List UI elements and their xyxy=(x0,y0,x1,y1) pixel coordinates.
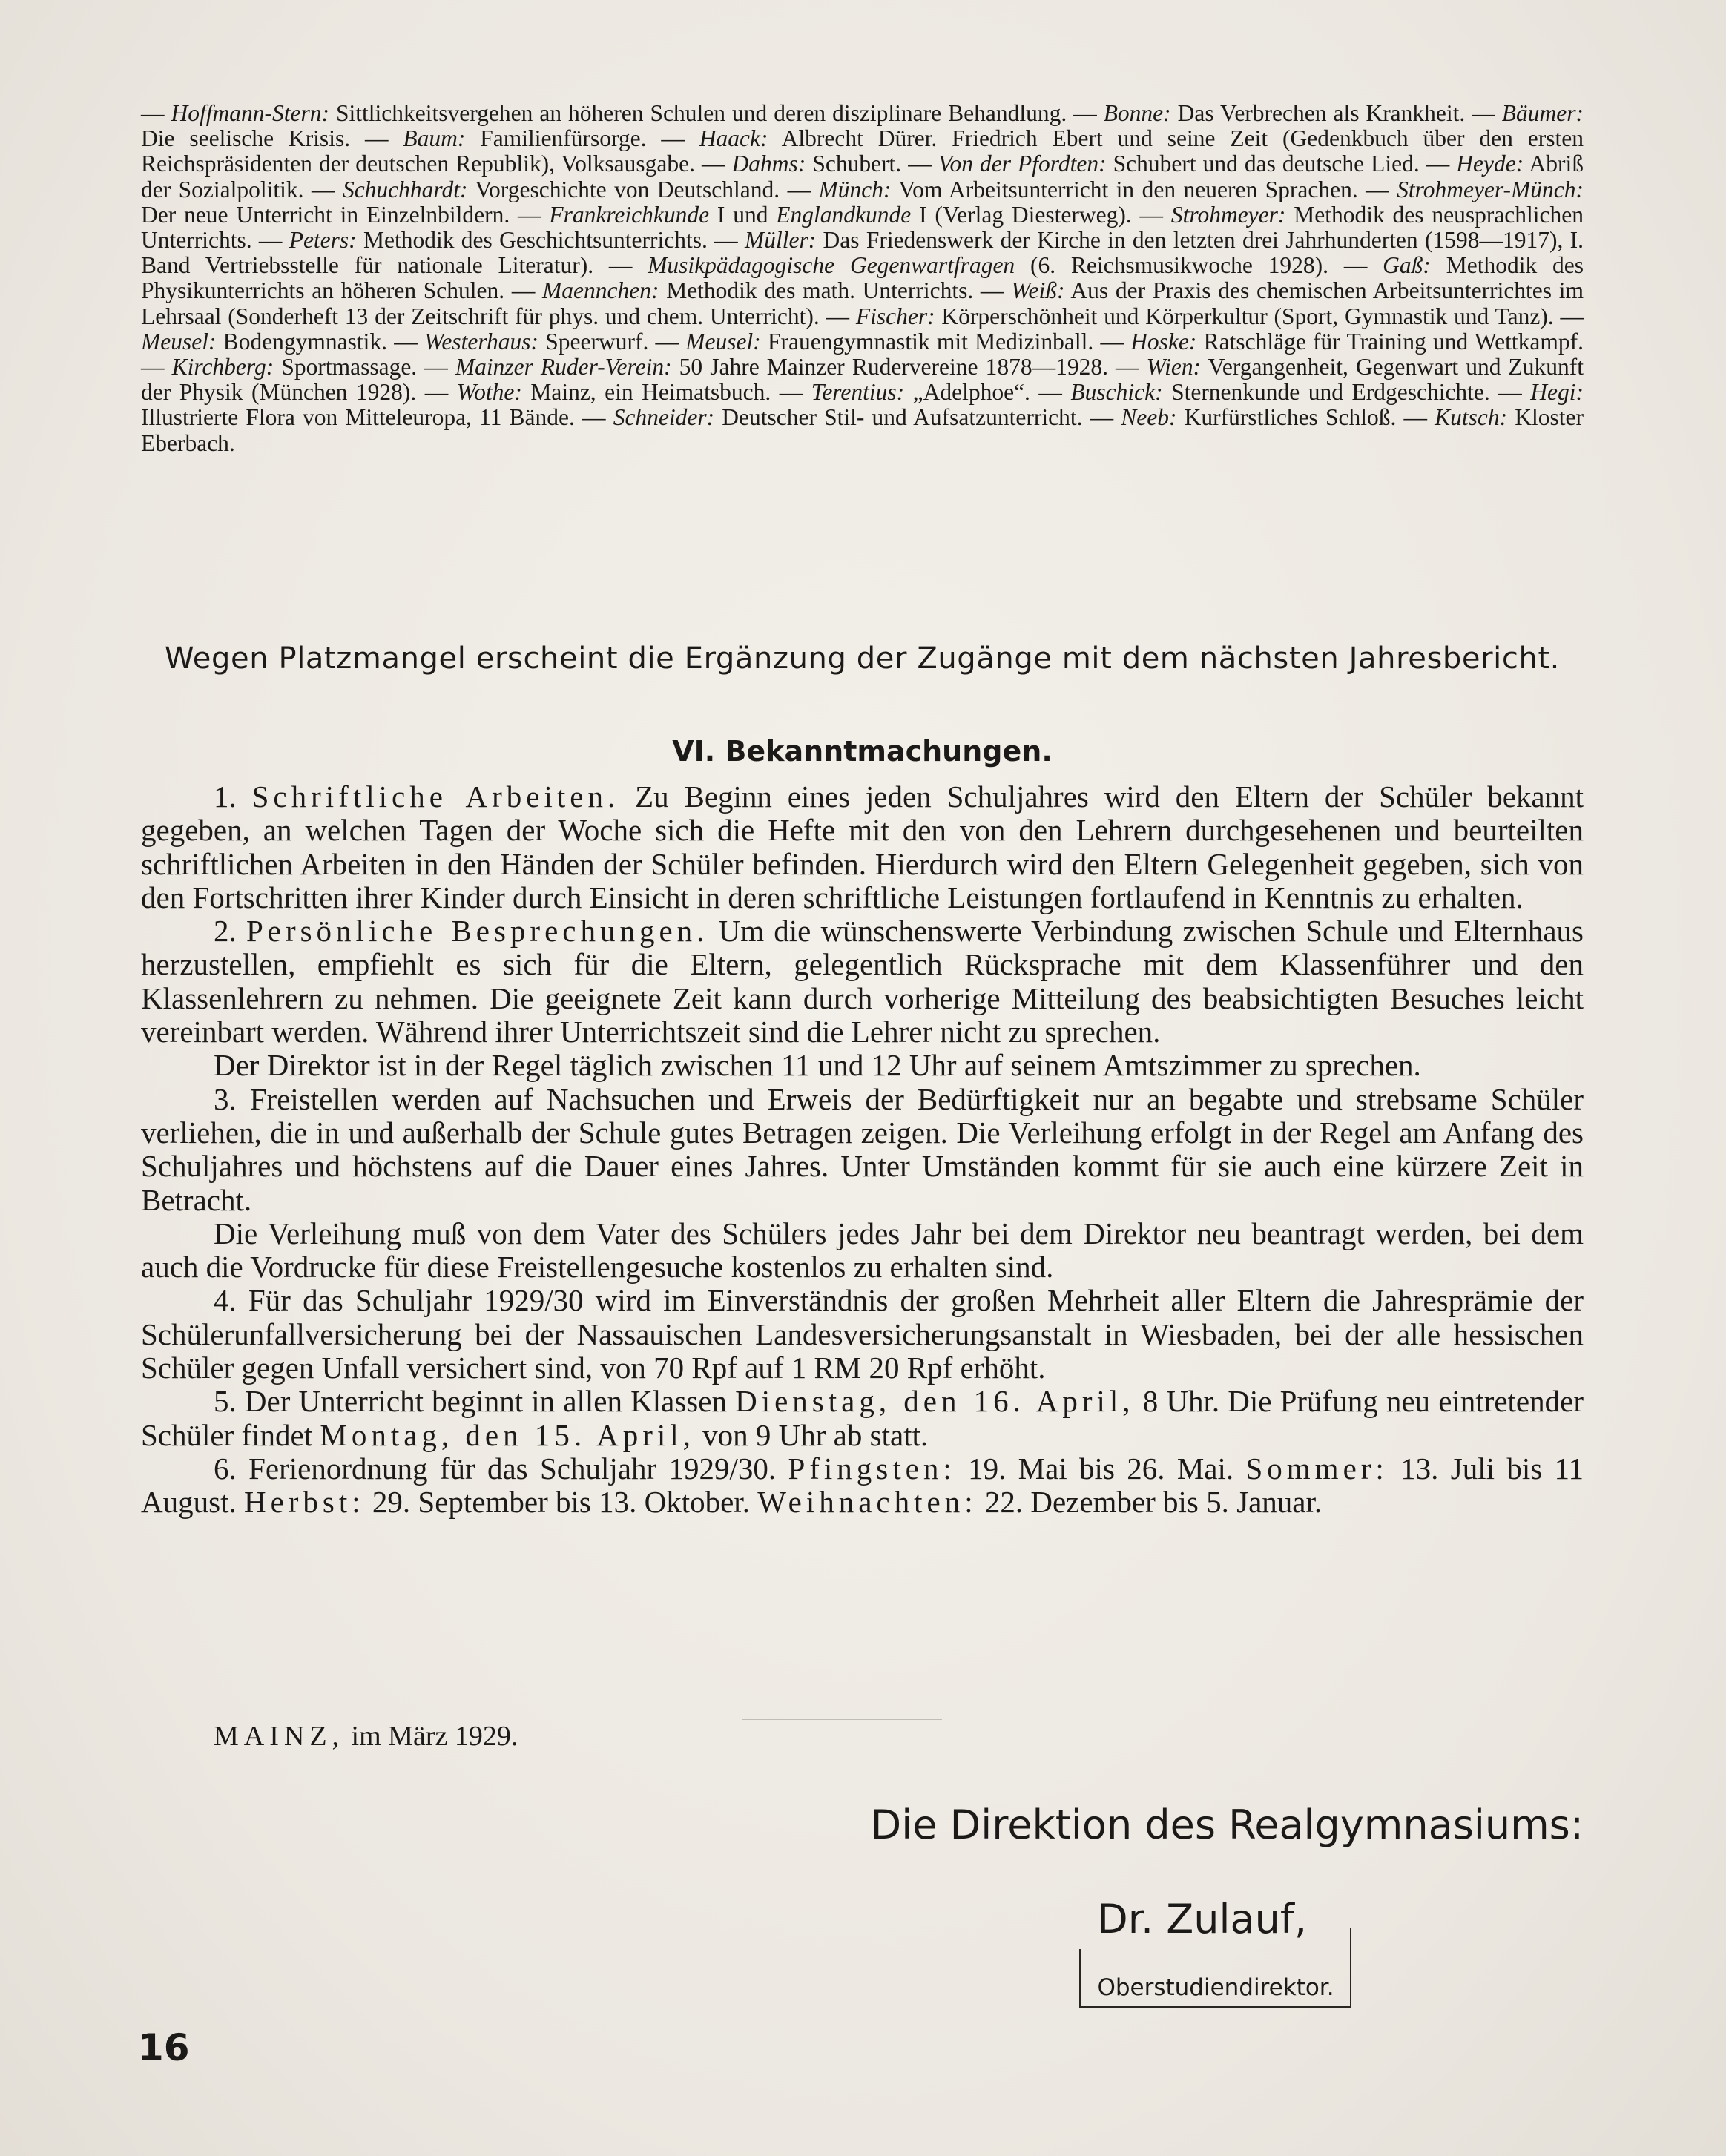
signature-role: Oberstudiendirektor. xyxy=(1097,1974,1334,2001)
author-name: Westerhaus: xyxy=(424,328,539,355)
book-list-paragraph: — Hoffmann-Stern: Sittlichkeitsvergehen an höheren Schulen und deren disziplinare Behandlung. — Bonne: Das Verbrechen als Krankheit. — Bäumer: Die seelische Krisis. — Baum: Familienfürsorge. — Haack: Albrecht Dürer. Friedrich Ebert und seine Zeit (Gedenkbuch über den ersten Reichspräsidenten der deutschen Republik), Volksausgabe. — Dahms: Schubert. — Von der Pfordten: Schubert und das deutsche Lied. — Heyde: Abriß der Sozialpolitik. — Schuchhardt: Vorgeschichte von Deutschland. — Münch: Vom Arbeitsunterricht in den neueren Sprachen. — Strohmeyer-Münch: Der neue Unterricht in Einzelnbildern. — Frankreichkunde I und Englandkunde I (Verlag Diesterweg). — Strohmeyer: Methodik des neusprachlichen Unterrichts. — Peters: Methodik des Geschichtsunterrichts. — Müller: Das Friedenswerk der Kirche in den letzten drei Jahrhunderten (1598—1917), I. Band Vertriebsstelle für nationale Literatur). — Musikpädagogische Gegenwartfragen (6. Reichsmusikwoche 1928). — Gaß: Methodik des Physikunterrichts an höheren Schulen. — Maennchen: Methodik des math. Unterrichts. — Weiß: Aus der Praxis des chemischen Arbeitsunterrichtes im Lehrsaal (Sonderheft 13 der Zeitschrift für phys. und chem. Unterricht). — Fischer: Körperschönheit und Körperkultur (Sport, Gymnastik und Tanz). — Meusel: Bodengymnastik. — Westerhaus: Speerwurf. — Meusel: Frauengymnastik mit Medizinball. — Hoske: Ratschläge für Training und Wettkampf. — Kirchberg: Sportmassage. — Mainzer Ruder-Verein: 50 Jahre Mainzer Rudervereine 1878—1928. — Wien: Vergangenheit, Gegenwart und Zukunft der Physik (München 1928). — Wothe: Mainz, ein Heimatsbuch. — Terentius: „Adelphoe“. — Buschick: Sternenkunde und Erdgeschichte. — Hegi: Illustrierte Flora von Mitteleuropa, 11 Bände. — Schneider: Deutscher Stil- und Aufsatzunterricht. — Neeb: Kurfürstliches Schloß. — Kutsch: Kloster Eberbach. xyxy=(141,100,1584,456)
signature-box-left-rule xyxy=(1079,1949,1081,2006)
announcement-5: 5. Der Unterricht beginnt in allen Klassen Dienstag, den 16. April, 8 Uhr. Die Prüfung neu eintretender Schüler findet Montag, den 15. April, von 9 Uhr ab statt. xyxy=(141,1384,1584,1452)
announcements-body xyxy=(141,780,1584,1520)
announcement-1-title: Schriftliche Arbeiten. xyxy=(251,779,620,814)
announcement-4: 4. Für das Schuljahr 1929/30 wird im Einverständnis der großen Mehrheit aller Eltern die Jahresprämie der Schülerunfallversicherung bei der Nassauischen Landesversicherungsanstalt in Wiesbaden, bei der alle hessischen Schüler gegen Unfall versichert sind, von 70 Rpf auf 1 RM 20 Rpf erhöht. xyxy=(141,1283,1584,1385)
author-name: Meusel: xyxy=(685,328,761,355)
announcement-1: 1. Schriftliche Arbeiten. Zu Beginn eines jeden Schuljahres wird den Eltern der Schüler bekannt gegeben, an welchen Tagen der Woche sich die Hefte mit den von den Lehrern durchgesehenen und beurteilten schriftlichen Arbeiten in den Händen der Schüler befinden. Hierdurch wird den Eltern Gelegenheit gegeben, sich von den Fortschritten ihrer Kinder durch Einsicht in deren schriftliche Leistungen fortlaufend in Kenntnis zu erhalten. xyxy=(141,779,1584,914)
author-name: Dahms: xyxy=(731,151,806,177)
author-name: Strohmeyer: xyxy=(1170,201,1286,228)
space-notice: Wegen Platzmangel erscheint die Ergänzung der Zugänge mit dem nächsten Jahresbericht. xyxy=(165,642,1560,676)
author-name: Weiß: xyxy=(1011,277,1065,304)
author-name: Mainzer Ruder-Verein: xyxy=(455,354,672,380)
announcement-3-note: Die Verleihung muß von dem Vater des Schülers jedes Jahr bei dem Direktor neu beantragt werden, bei dem auch die Vordrucke für diese Freistellengesuche kostenlos zu erhalten sind. xyxy=(141,1216,1584,1285)
author-name: Wothe: xyxy=(456,379,522,406)
announcement-2: 2. Persönliche Besprechungen. Um die wünschenswerte Verbindung zwischen Schule und Elternhaus herzustellen, empfiehlt es sich für die Eltern, gelegentlich Rücksprache mit dem Klassenführer und den Klassenlehrern zu nehmen. Die geeignete Zeit kann durch vorherige Mitteilung des beabsichtigten Besuches leicht vereinbart werden. Während ihrer Unterrichtszeit sind die Lehrer nicht zu sprechen. xyxy=(141,914,1584,1049)
book-title: Frankreichkunde xyxy=(549,201,710,228)
section-heading: VI. Bekanntmachungen. xyxy=(672,735,1053,768)
author-name: Schuchhardt: xyxy=(342,176,468,202)
author-name: Heyde: xyxy=(1456,151,1524,177)
announcement-6: 6. Ferienordnung für das Schuljahr 1929/30. Pfingsten: 19. Mai bis 26. Mai. Sommer: 13. Juli bis 11 August. Herbst: 29. September bis 13. Oktober. Weihnachten: 22. Dezember bis 5. Januar. xyxy=(141,1451,1584,1520)
author-name: Hoffmann-Stern: xyxy=(171,100,329,126)
author-name: Peters: xyxy=(289,227,357,254)
signature-title: Die Direktion des Realgymnasiums: xyxy=(870,1801,1584,1848)
author-name: Hegi: xyxy=(1530,379,1584,406)
author-name: Maennchen: xyxy=(542,277,659,304)
announcement-2-title: Persönliche Besprechungen. xyxy=(246,914,709,949)
faint-divider xyxy=(742,1719,942,1720)
announcement-2-note: Der Direktor ist in der Regel täglich zwischen 11 und 12 Uhr auf seinem Amtszimmer zu sprechen. xyxy=(214,1048,1421,1083)
author-name: Münch: xyxy=(818,176,892,202)
author-name: Kutsch: xyxy=(1435,404,1508,431)
author-name: Buschick: xyxy=(1070,379,1163,406)
place-date xyxy=(214,1719,518,1753)
author-name: Gaß: xyxy=(1383,252,1431,279)
place-date-text: im März 1929. xyxy=(344,1721,518,1752)
author-name: Von der Pfordten: xyxy=(938,151,1107,177)
place-city: MAINZ, xyxy=(214,1721,345,1752)
author-name: Hoske: xyxy=(1130,328,1197,355)
author-name: Terentius: xyxy=(811,379,905,406)
signature-name: Dr. Zulauf, xyxy=(1097,1896,1307,1942)
author-name: Haack: xyxy=(699,125,768,152)
author-name: Kirchberg: xyxy=(171,354,274,380)
page-number: 16 xyxy=(138,2026,190,2069)
author-name: Bonne: xyxy=(1103,100,1171,126)
author-name: Wien: xyxy=(1146,354,1202,380)
book-title: Musikpädagogische Gegenwartfragen xyxy=(648,252,1015,279)
author-name: Müller: xyxy=(744,227,817,254)
author-name: Baum: xyxy=(403,125,466,152)
author-name: Schneider: xyxy=(613,404,715,431)
author-name: Bäumer: xyxy=(1501,100,1584,126)
author-name: Neeb: xyxy=(1121,404,1177,431)
author-name: Strohmeyer-Münch: xyxy=(1397,176,1584,202)
announcement-3: 3. Freistellen werden auf Nachsuchen und Erweis der Bedürftigkeit nur an begabte und strebsame Schüler verliehen, die in und außerhalb der Schule gutes Betragen zeigen. Die Verleihung erfolgt in der Regel am Anfang des Schuljahres und höchstens auf die Dauer eines Jahres. Unter Umständen kommt für sie auch eine kürzere Zeit in Betracht. xyxy=(141,1081,1584,1217)
book-title: Englandkunde xyxy=(776,201,912,228)
author-name: Meusel: xyxy=(141,328,217,355)
author-name: Fischer: xyxy=(855,303,935,329)
